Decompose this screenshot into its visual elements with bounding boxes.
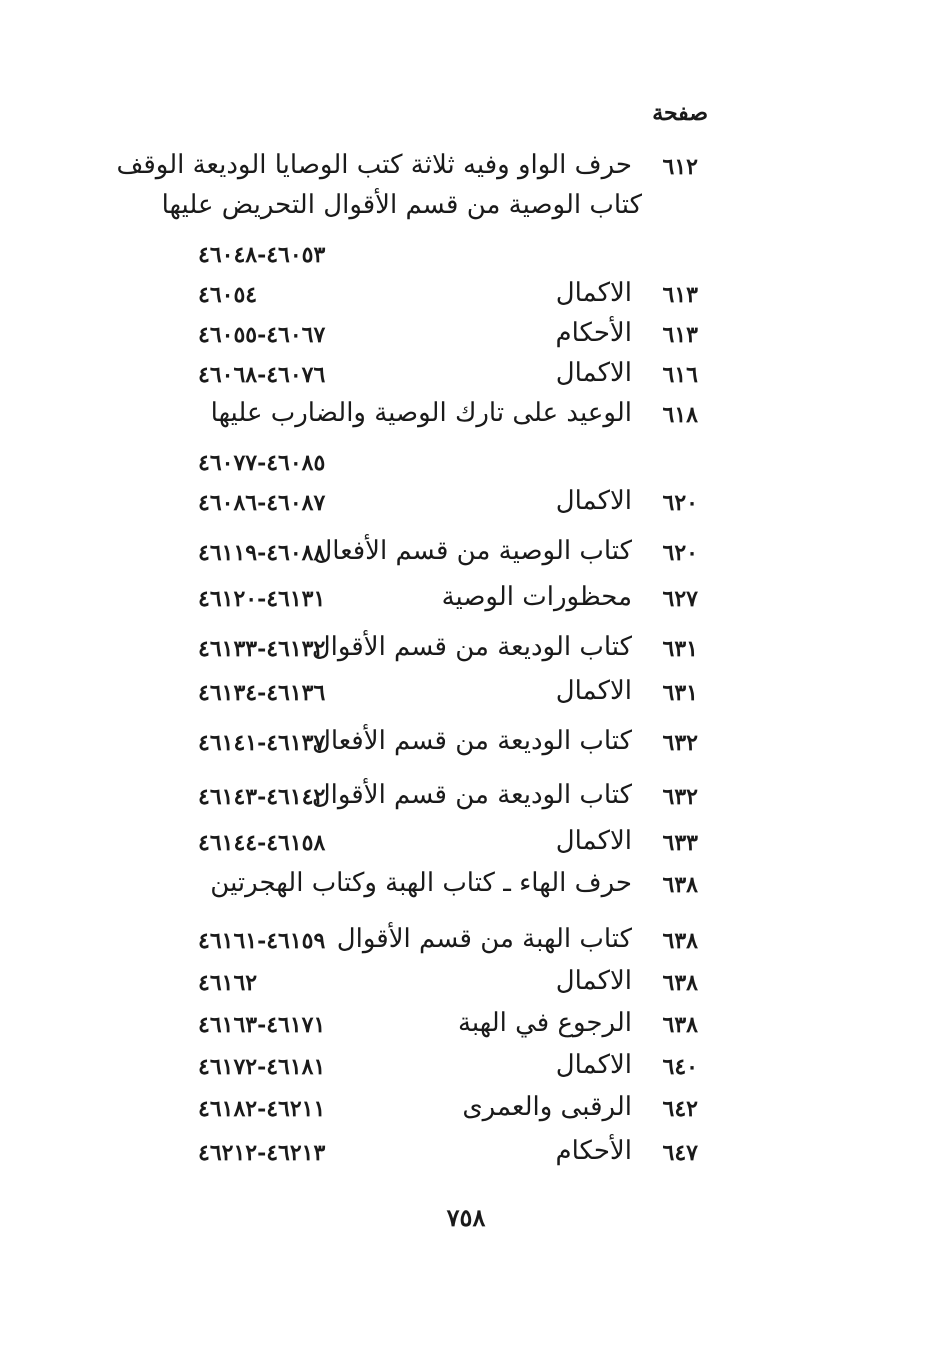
entry-hadith-range: ٤٦٢١١-٤٦١٨٢ xyxy=(198,1096,326,1122)
entry-page-number: ٦٣٨ xyxy=(662,1012,698,1038)
entry-hadith-range: ٤٦١٧١-٤٦١٦٣ xyxy=(198,1012,326,1038)
entry-hadith-range: ٤٦٠٥٤ xyxy=(198,282,258,308)
entry-title: كتاب الوصية من قسم الأفعال xyxy=(313,536,632,566)
index-entry xyxy=(0,190,932,234)
page-number: ٧٥٨ xyxy=(446,1203,486,1232)
index-entry xyxy=(0,278,932,322)
index-entry xyxy=(0,536,932,580)
index-entry xyxy=(0,1136,932,1180)
index-entry xyxy=(0,358,932,402)
entry-title: كتاب الوديعة من قسم الأفعال xyxy=(311,726,632,756)
index-entry xyxy=(0,398,932,442)
entry-page-number: ٦٤٧ xyxy=(662,1140,698,1166)
entry-hadith-range: ٤٦١٦٢ xyxy=(198,970,258,996)
entry-page-number: ٦٣٢ xyxy=(662,730,698,756)
entry-title: الاكمال xyxy=(555,358,632,388)
entry-title: حرف الواو وفيه ثلاثة كتب الوصايا الوديعة الوقف xyxy=(116,150,632,180)
entry-title: الأحكام xyxy=(555,318,632,348)
index-entry xyxy=(0,924,932,968)
index-entry xyxy=(0,966,932,1010)
index-entry xyxy=(0,1092,932,1136)
entry-page-number: ٦٢٧ xyxy=(662,586,698,612)
entry-page-number: ٦١٣ xyxy=(662,322,698,348)
entry-page-number: ٦٣١ xyxy=(662,636,698,662)
entry-title: الاكمال xyxy=(555,826,632,856)
entry-title: الوعيد على تارك الوصية والضارب عليها xyxy=(210,398,632,428)
entry-title: الرجوع في الهبة xyxy=(457,1008,632,1038)
entry-page-number: ٦٣٨ xyxy=(662,928,698,954)
entry-title: حرف الهاء ـ كتاب الهبة وكتاب الهجرتين xyxy=(210,868,632,898)
index-entry xyxy=(0,868,932,912)
entry-page-number: ٦٣٨ xyxy=(662,970,698,996)
index-entry xyxy=(0,1050,932,1094)
index-entry xyxy=(0,318,932,362)
entry-page-number: ٦٢٠ xyxy=(662,540,698,566)
entry-hadith-range: ٤٦١٣١-٤٦١٢٠ xyxy=(198,586,326,612)
index-entry xyxy=(0,582,932,626)
entry-hadith-range: ٤٦١٨١-٤٦١٧٢ xyxy=(198,1054,326,1080)
entry-title: محظورات الوصية xyxy=(441,582,632,612)
index-entry xyxy=(0,450,932,490)
index-entry xyxy=(0,726,932,770)
entry-title: كتاب الهبة من قسم الأقوال xyxy=(336,924,632,954)
entry-title: الأحكام xyxy=(555,1136,632,1166)
entry-hadith-range: ٤٦١٥٨-٤٦١٤٤ xyxy=(198,830,326,856)
index-entry xyxy=(0,1008,932,1052)
entry-hadith-range: ٤٦٠٨٧-٤٦٠٨٦ xyxy=(198,490,326,516)
entry-title: الاكمال xyxy=(555,676,632,706)
entry-page-number: ٦٤٠ xyxy=(662,1054,698,1080)
index-entry xyxy=(0,780,932,824)
index-entry xyxy=(0,826,932,870)
entry-title: الاكمال xyxy=(555,966,632,996)
entry-title: كتاب الوصية من قسم الأقوال التحريض عليها xyxy=(161,190,642,220)
page-column-header: صفحة xyxy=(652,100,708,126)
index-entry xyxy=(0,150,932,194)
entry-hadith-range: ٤٦٠٧٦-٤٦٠٦٨ xyxy=(198,362,326,388)
entry-title: كتاب الوديعة من قسم الأقوال xyxy=(311,780,632,810)
entry-hadith-range: ٤٦١٣٦-٤٦١٣٤ xyxy=(198,680,326,706)
entry-hadith-range: ٤٦١٣٧-٤٦١٤١ xyxy=(198,730,326,756)
index-entry xyxy=(0,632,932,676)
entry-page-number: ٦٣٣ xyxy=(662,830,698,856)
index-entry xyxy=(0,486,932,530)
entry-page-number: ٦٣٨ xyxy=(662,872,698,898)
entry-title: الاكمال xyxy=(555,1050,632,1080)
entry-page-number: ٦١٣ xyxy=(662,282,698,308)
entry-page-number: ٦١٦ xyxy=(662,362,698,388)
entry-hadith-range: ٤٦١٥٩-٤٦١٦١ xyxy=(198,928,326,954)
entry-hadith-range: ٤٦٠٨٨-٤٦١١٩ xyxy=(198,540,326,566)
entry-page-number: ٦١٢ xyxy=(662,154,698,180)
entry-title: الاكمال xyxy=(555,486,632,516)
entry-title: الرقبى والعمرى xyxy=(462,1092,632,1122)
index-entry xyxy=(0,242,932,282)
entry-title: كتاب الوديعة من قسم الأقوال xyxy=(311,632,632,662)
entry-page-number: ٦٣٢ xyxy=(662,784,698,810)
entry-hadith-range: ٤٦٠٥٣-٤٦٠٤٨ xyxy=(198,242,326,268)
entry-title: الاكمال xyxy=(555,278,632,308)
entry-hadith-range: ٤٦٢١٣-٤٦٢١٢ xyxy=(198,1140,326,1166)
entry-hadith-range: ٤٦١٣٢-٤٦١٣٣ xyxy=(198,636,326,662)
index-entry xyxy=(0,676,932,720)
entry-page-number: ٦١٨ xyxy=(662,402,698,428)
entry-page-number: ٦٣١ xyxy=(662,680,698,706)
entry-hadith-range: ٤٦٠٦٧-٤٦٠٥٥ xyxy=(198,322,326,348)
entry-hadith-range: ٤٦٠٨٥-٤٦٠٧٧ xyxy=(198,450,326,476)
entry-page-number: ٦٢٠ xyxy=(662,490,698,516)
entry-hadith-range: ٤٦١٤٢-٤٦١٤٣ xyxy=(198,784,326,810)
entry-page-number: ٦٤٢ xyxy=(662,1096,698,1122)
